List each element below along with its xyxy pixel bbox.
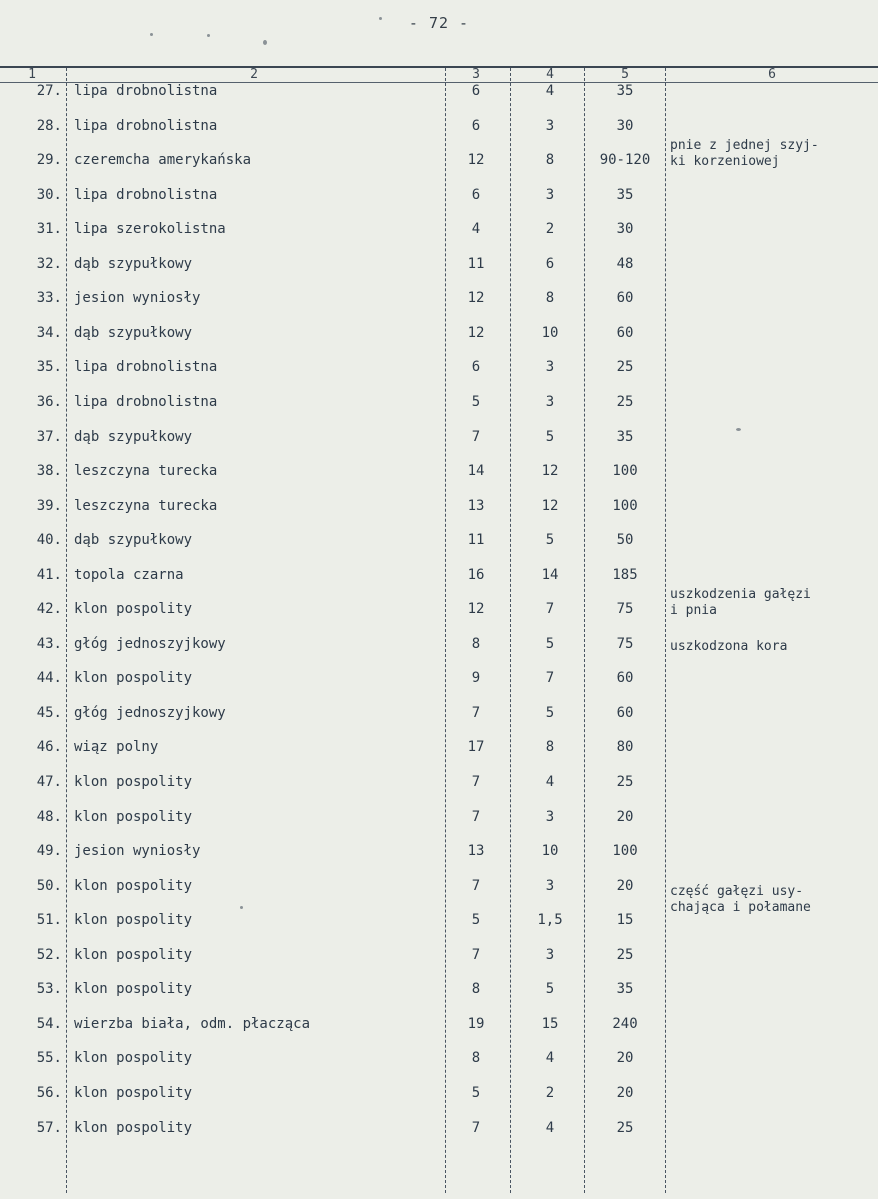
species-name: głóg jednoszyjkowy [74, 635, 226, 652]
species-name: wierzba biała, odm. płacząca [74, 1015, 311, 1032]
value-col-4: 4 [545, 774, 555, 790]
value-col-4: 3 [545, 186, 555, 203]
species-name: klon pospolity [74, 877, 193, 894]
note-line: pnie z jednej szyj- [670, 138, 819, 153]
value-col-3: 11 [467, 532, 485, 549]
header-col-3: 3 [472, 67, 480, 82]
species-name: dąb szypułkowy [74, 532, 193, 549]
note-row-28 [670, 138, 819, 170]
value-col-4: 10 [541, 843, 559, 860]
species-name: jesion wyniosły [74, 843, 201, 860]
table-row [0, 1041, 878, 1075]
row-number: 33. [36, 290, 62, 307]
value-col-4: 2 [545, 221, 555, 238]
value-col-4: 10 [541, 324, 559, 341]
table-row [0, 281, 878, 315]
value-col-4: 5 [545, 428, 555, 445]
row-number: 54. [36, 1015, 62, 1032]
value-col-3: 13 [467, 843, 485, 860]
value-col-4: 14 [541, 566, 559, 583]
row-number: 53. [36, 981, 62, 998]
row-number: 36. [36, 393, 62, 410]
note-line: część gałęzi usy- [670, 884, 804, 899]
value-col-3: 6 [471, 359, 481, 376]
value-col-3: 7 [471, 877, 481, 894]
value-col-4: 3 [545, 808, 555, 825]
species-name: dąb szypułkowy [74, 324, 193, 341]
value-col-5: 20 [616, 877, 634, 894]
value-col-5: 100 [612, 843, 638, 860]
row-number: 52. [36, 946, 62, 963]
value-col-5: 20 [616, 1050, 634, 1067]
row-number: 42. [36, 601, 62, 618]
table-row [0, 661, 878, 695]
value-col-4: 15 [541, 1015, 559, 1032]
species-name: czeremcha amerykańska [74, 152, 252, 169]
row-number: 37. [36, 428, 62, 445]
table-row [0, 489, 878, 523]
page-number: - 72 - [408, 14, 470, 32]
value-col-5: 35 [616, 186, 634, 203]
value-col-3: 16 [467, 566, 485, 583]
value-col-5: 60 [616, 290, 634, 307]
species-name: klon pospolity [74, 808, 193, 825]
value-col-3: 19 [467, 1015, 485, 1032]
value-col-4: 3 [545, 359, 555, 376]
row-number: 34. [36, 324, 62, 341]
table-row [0, 212, 878, 246]
note-line: i pnia [670, 603, 717, 618]
species-name: lipa drobnolistna [74, 83, 218, 99]
row-number: 51. [36, 912, 62, 929]
value-col-4: 5 [545, 635, 555, 652]
table-row [0, 247, 878, 281]
species-name: lipa drobnolistna [74, 393, 218, 410]
species-name: klon pospolity [74, 1084, 193, 1101]
value-col-5: 20 [616, 1084, 634, 1101]
paper-speck [240, 906, 243, 909]
value-col-3: 12 [467, 290, 485, 307]
value-col-3: 12 [467, 601, 485, 618]
row-number: 48. [36, 808, 62, 825]
value-col-5: 60 [616, 704, 634, 721]
value-col-5: 25 [616, 393, 634, 410]
value-col-4: 8 [545, 739, 555, 756]
note-row-41 [670, 587, 811, 619]
species-name: lipa drobnolistna [74, 117, 218, 134]
value-col-4: 5 [545, 981, 555, 998]
table-row [0, 1076, 878, 1110]
value-col-3: 11 [467, 255, 485, 272]
note-row-42 [670, 639, 787, 655]
value-col-5: 60 [616, 324, 634, 341]
value-col-3: 7 [471, 704, 481, 721]
value-col-5: 90-120 [599, 152, 651, 169]
value-col-4: 6 [545, 255, 555, 272]
row-number: 55. [36, 1050, 62, 1067]
value-col-5: 25 [616, 946, 634, 963]
species-name: leszczyna turecka [74, 463, 218, 480]
value-col-5: 185 [612, 566, 638, 583]
value-col-3: 5 [471, 1084, 481, 1101]
species-name: klon pospolity [74, 601, 193, 618]
species-name: klon pospolity [74, 1119, 193, 1136]
row-number: 30. [36, 186, 62, 203]
row-number: 41. [36, 566, 62, 583]
value-col-3: 14 [467, 463, 485, 480]
species-name: jesion wyniosły [74, 290, 201, 307]
value-col-5: 35 [616, 428, 634, 445]
value-col-4: 3 [545, 393, 555, 410]
header-col-1: 1 [28, 67, 36, 82]
value-col-3: 8 [471, 981, 481, 998]
value-col-5: 25 [616, 359, 634, 376]
row-number: 43. [36, 635, 62, 652]
paper-speck [379, 17, 382, 20]
value-col-5: 25 [616, 1119, 634, 1136]
value-col-4: 5 [545, 532, 555, 549]
value-col-3: 7 [471, 774, 481, 790]
species-name: leszczyna turecka [74, 497, 218, 514]
row-number: 32. [36, 255, 62, 272]
value-col-4: 7 [545, 601, 555, 618]
value-col-5: 48 [616, 255, 634, 272]
value-col-4: 7 [545, 670, 555, 687]
species-name: klon pospolity [74, 774, 193, 790]
value-col-3: 13 [467, 497, 485, 514]
value-col-3: 7 [471, 1119, 481, 1136]
table-row [0, 972, 878, 1006]
paper-speck [150, 33, 153, 36]
table-row [0, 454, 878, 488]
table-row [0, 350, 878, 384]
species-name: klon pospolity [74, 1050, 193, 1067]
row-number: 31. [36, 221, 62, 238]
value-col-5: 100 [612, 463, 638, 480]
note-line: uszkodzenia gałęzi [670, 587, 811, 602]
value-col-5: 60 [616, 670, 634, 687]
value-col-3: 6 [471, 83, 481, 99]
value-col-3: 17 [467, 739, 485, 756]
row-number: 45. [36, 704, 62, 721]
table-row [0, 178, 878, 212]
value-col-3: 9 [471, 670, 481, 687]
table-row [0, 74, 878, 108]
table-row [0, 385, 878, 419]
header-col-6: 6 [768, 67, 776, 82]
value-col-5: 75 [616, 635, 634, 652]
value-col-4: 2 [545, 1084, 555, 1101]
value-col-5: 30 [616, 117, 634, 134]
table-row [0, 1007, 878, 1041]
species-name: dąb szypułkowy [74, 428, 193, 445]
value-col-4: 3 [545, 877, 555, 894]
value-col-3: 7 [471, 808, 481, 825]
value-col-4: 4 [545, 83, 555, 99]
value-col-3: 12 [467, 324, 485, 341]
value-col-5: 50 [616, 532, 634, 549]
value-col-3: 4 [471, 221, 481, 238]
table-row [0, 696, 878, 730]
value-col-5: 35 [616, 981, 634, 998]
value-col-5: 80 [616, 739, 634, 756]
value-col-4: 5 [545, 704, 555, 721]
species-name: klon pospolity [74, 670, 193, 687]
row-number: 28. [36, 117, 62, 134]
table-row [0, 834, 878, 868]
value-col-3: 8 [471, 635, 481, 652]
row-number: 56. [36, 1084, 62, 1101]
species-name: klon pospolity [74, 912, 193, 929]
table-row [0, 730, 878, 764]
value-col-4: 4 [545, 1050, 555, 1067]
value-col-5: 25 [616, 774, 634, 790]
value-col-3: 5 [471, 393, 481, 410]
value-col-4: 1,5 [537, 912, 563, 929]
value-col-3: 8 [471, 1050, 481, 1067]
species-name: głóg jednoszyjkowy [74, 704, 226, 721]
row-number: 38. [36, 463, 62, 480]
value-col-3: 7 [471, 428, 481, 445]
value-col-4: 8 [545, 152, 555, 169]
table-row [0, 1111, 878, 1145]
value-col-3: 7 [471, 946, 481, 963]
value-col-5: 100 [612, 497, 638, 514]
row-number: 49. [36, 843, 62, 860]
table-row [0, 800, 878, 834]
value-col-3: 6 [471, 186, 481, 203]
value-col-4: 8 [545, 290, 555, 307]
species-name: lipa drobnolistna [74, 186, 218, 203]
value-col-5: 35 [616, 83, 634, 99]
species-name: lipa szerokolistna [74, 221, 226, 238]
note-row-49 [670, 884, 811, 916]
value-col-4: 12 [541, 463, 559, 480]
value-col-3: 12 [467, 152, 485, 169]
value-col-3: 6 [471, 117, 481, 134]
value-col-4: 3 [545, 117, 555, 134]
value-col-4: 12 [541, 497, 559, 514]
species-name: klon pospolity [74, 981, 193, 998]
table-row [0, 938, 878, 972]
row-number: 35. [36, 359, 62, 376]
table-row [0, 765, 878, 799]
paper-speck [207, 34, 210, 37]
row-number: 40. [36, 532, 62, 549]
species-name: lipa drobnolistna [74, 359, 218, 376]
species-name: wiąz polny [74, 739, 159, 756]
paper-speck [263, 40, 267, 45]
row-number: 27. [36, 83, 62, 99]
value-col-5: 20 [616, 808, 634, 825]
row-number: 57. [36, 1119, 62, 1136]
species-name: klon pospolity [74, 946, 193, 963]
species-name: topola czarna [74, 566, 184, 583]
header-col-5: 5 [621, 67, 629, 82]
value-col-4: 3 [545, 946, 555, 963]
header-col-2: 2 [250, 67, 258, 82]
table-row [0, 316, 878, 350]
row-number: 29. [36, 152, 62, 169]
row-number: 44. [36, 670, 62, 687]
note-line: uszkodzona kora [670, 639, 788, 654]
note-line: chająca i połamane [670, 900, 811, 915]
header-col-4: 4 [546, 67, 554, 82]
value-col-5: 240 [612, 1015, 638, 1032]
row-number: 47. [36, 774, 62, 790]
paper-speck [736, 428, 741, 431]
value-col-4: 4 [545, 1119, 555, 1136]
note-line: ki korzeniowej [670, 154, 780, 169]
species-name: dąb szypułkowy [74, 255, 193, 272]
table-row [0, 420, 878, 454]
table-row [0, 523, 878, 557]
value-col-3: 5 [471, 912, 481, 929]
row-number: 46. [36, 739, 62, 756]
row-number: 39. [36, 497, 62, 514]
row-number: 50. [36, 877, 62, 894]
value-col-5: 75 [616, 601, 634, 618]
value-col-5: 30 [616, 221, 634, 238]
value-col-5: 15 [616, 912, 634, 929]
